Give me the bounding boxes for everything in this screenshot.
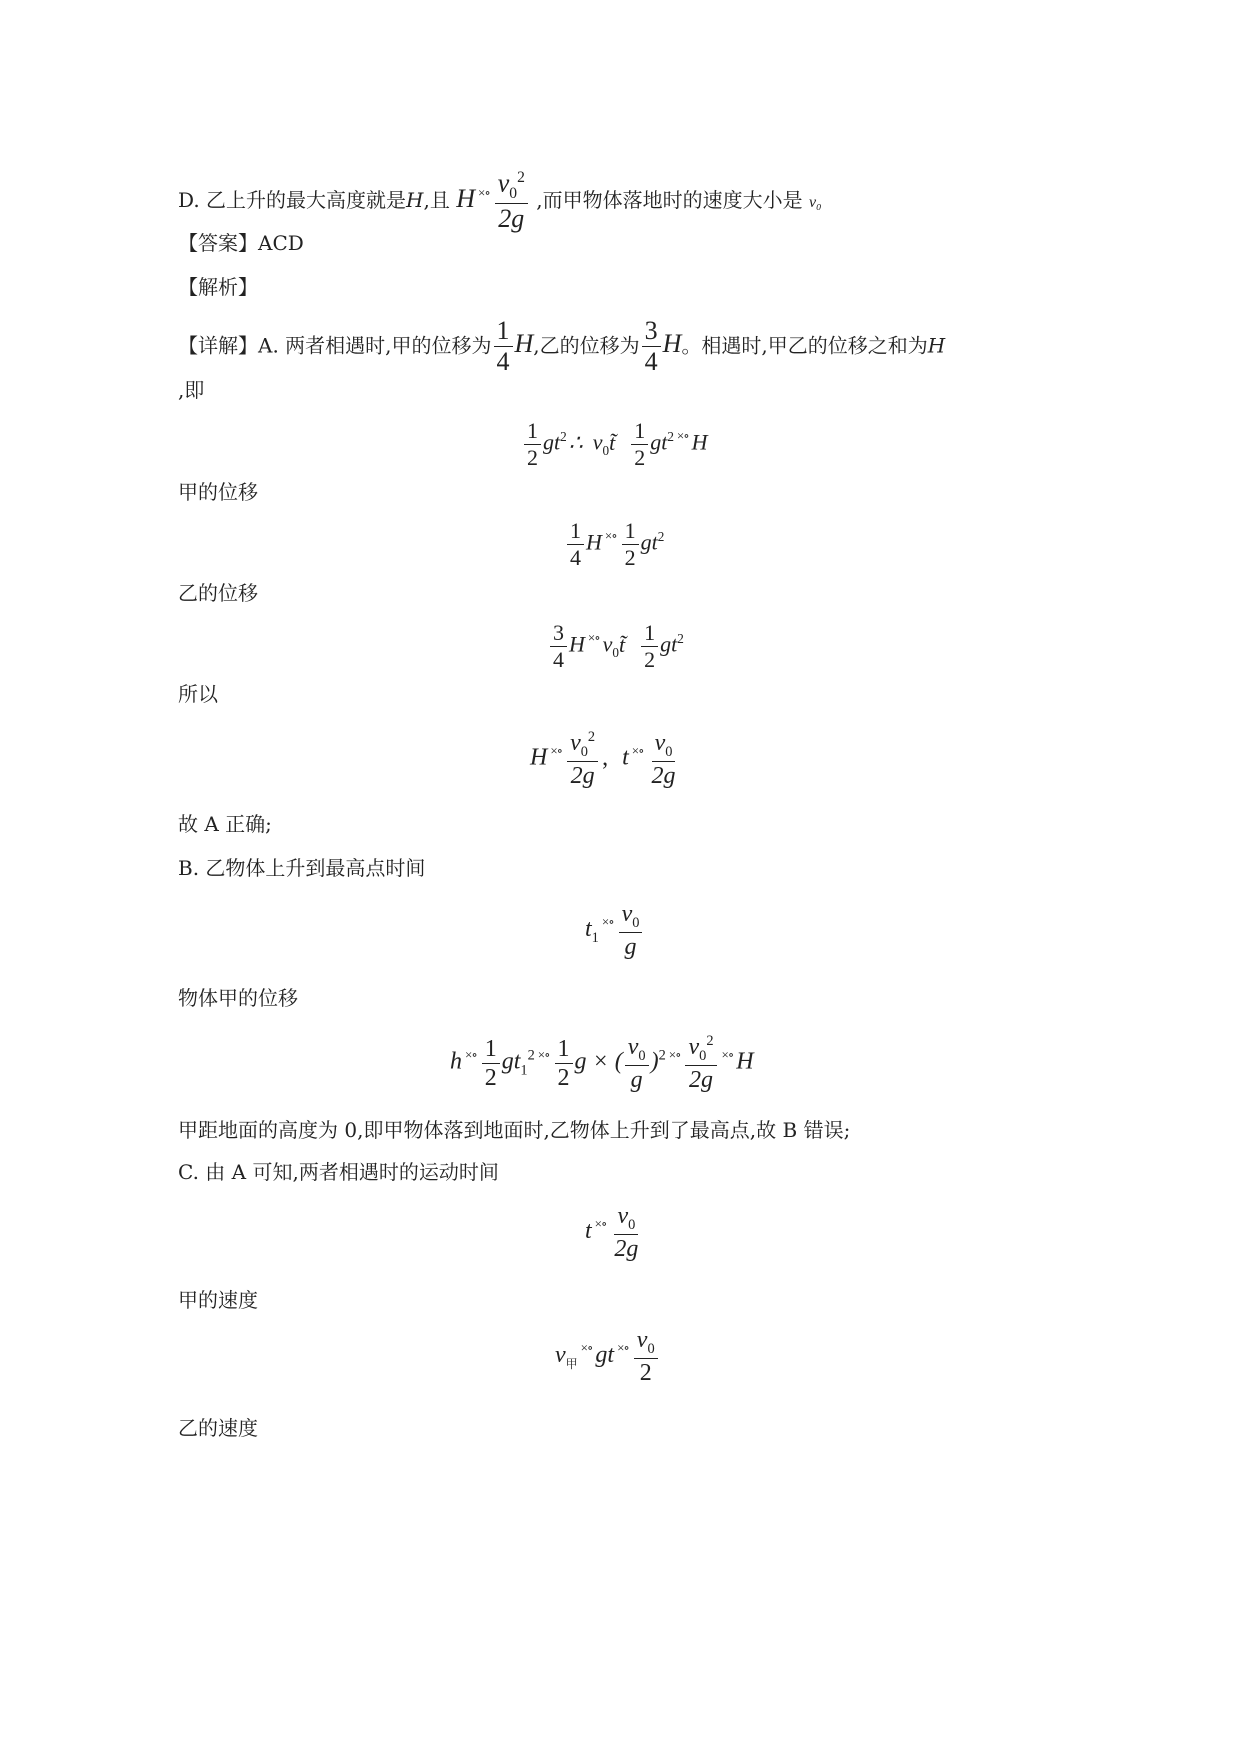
- label-jia-speed: 甲的速度: [178, 1288, 258, 1312]
- option-d-var-h: H: [406, 188, 424, 213]
- label-object-jia-displacement: 物体甲的位移: [178, 986, 298, 1010]
- b-title: B. 乙物体上升到最高点时间: [178, 856, 426, 880]
- formula-three-quarter-h: $\frac{3}{4}$ H: [640, 329, 682, 358]
- option-d-line: [178, 170, 822, 232]
- label-suoyi: 所以: [178, 682, 218, 706]
- formula-quarter-h: $\frac{1}{4}$ H: [492, 329, 534, 358]
- analysis-heading: 【解析】: [178, 275, 258, 299]
- equation-sum: $\frac{1}{2}$ $gt^2\therefore$ $v_0t̃$ $\frac{1}{2}$ $gt^2$ ×∘ H: [522, 420, 708, 469]
- answer-line: 【答案】ACD: [178, 231, 304, 255]
- detail-part2: ,乙的位移为: [533, 333, 640, 358]
- equation-t1: $t_1^{\times\circ}$ $\frac{v_0}{g}$: [585, 902, 644, 959]
- equation-h-chain: h ×∘ $\frac{1}{2}$ $gt_1^2$ ×∘ $\frac{1}{2}$ g × ( $\frac{v_0}{g}$ )$^2$ ×∘ $\frac{v_0^2}{2g}$ ×∘ H: [450, 1033, 754, 1094]
- a-correct: 故 A 正确;: [178, 812, 272, 836]
- label-yi-displacement: 乙的位移: [178, 581, 258, 605]
- detail-cont: ,即: [178, 378, 205, 402]
- label-jia-displacement: 甲的位移: [178, 480, 258, 504]
- c-title: C. 由 A 可知,两者相遇时的运动时间: [178, 1160, 499, 1184]
- label-yi-speed: 乙的速度: [178, 1416, 258, 1440]
- option-d-suffix: ,而甲物体落地时的速度大小是: [536, 188, 803, 213]
- detail-part3: 。相遇时,甲乙的位移之和为: [681, 333, 928, 358]
- detail-var-h: H: [927, 333, 946, 358]
- equation-jia-displacement: $\frac{1}{4}$ H ×∘ $\frac{1}{2}$ $gt^2$: [565, 520, 664, 569]
- detail-line: [178, 318, 945, 375]
- equation-h-and-t: H ×∘ $\frac{v_0^2}{2g}$ , t ×∘ $\frac{v_0}{2g}$: [530, 729, 676, 790]
- equation-yi-displacement: $\frac{3}{4}$ H ×∘ $v_0t̃$ $\frac{1}{2}$ $gt^2$: [548, 622, 684, 671]
- b-conclusion: 甲距地面的高度为 0,即甲物体落到地面时,乙物体上升到了最高点,故 B 错误;: [178, 1118, 851, 1142]
- formula-h-eq: H ×∘ $\frac{v_0^2}{2g}$: [456, 184, 530, 213]
- option-d-v0: v₀: [808, 194, 822, 212]
- equation-t-meet: t ×∘ $\frac{v_0}{2g}$: [585, 1203, 639, 1263]
- detail-part1: 【详解】A. 两者相遇时,甲的位移为: [178, 333, 492, 358]
- option-d-prefix: D. 乙上升的最大高度就是: [178, 188, 407, 213]
- option-d-mid: ,且: [423, 188, 450, 213]
- equation-v-jia: $v_甲^{\times\circ}$ gt ×∘ $\frac{v_0}{2}$: [555, 1328, 660, 1385]
